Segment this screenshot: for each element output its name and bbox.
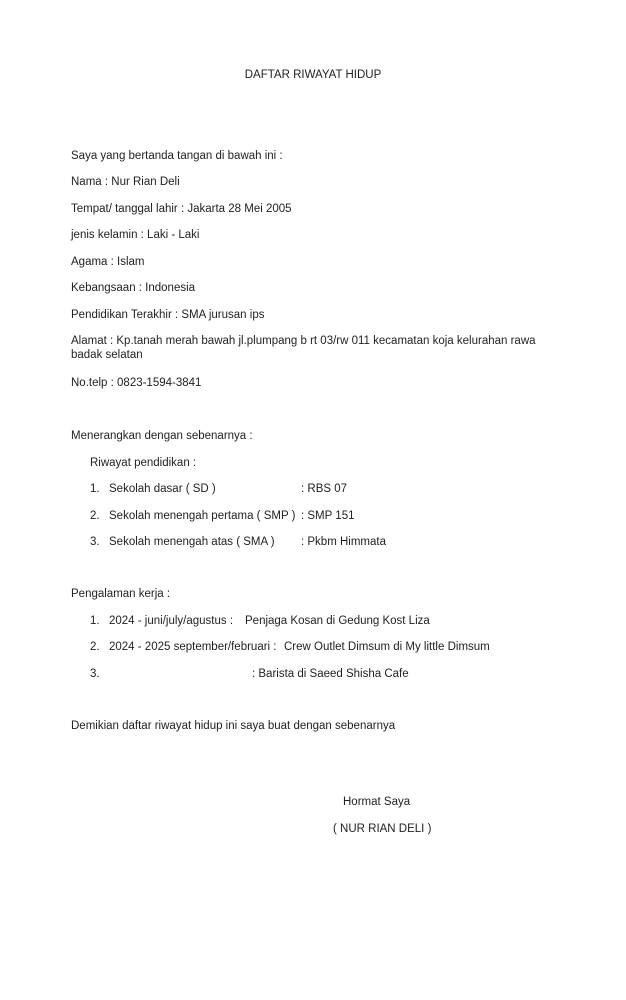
work-period: 2024 - juni/july/agustus : (109, 615, 234, 627)
signature-name: ( NUR RIAN DELI ) (333, 823, 432, 835)
intro-text: Saya yang bertanda tangan di bawah ini : (71, 150, 283, 162)
work-period: 2024 - 2025 september/februari : (109, 641, 277, 653)
field-nama: Nama : Nur Rian Deli (71, 176, 180, 188)
document-title: DAFTAR RIWAYAT HIDUP (244, 69, 382, 81)
signature-salutation: Hormat Saya (343, 796, 411, 808)
education-num: 3. (90, 536, 100, 548)
work-num: 2. (90, 641, 100, 653)
education-level: Sekolah menengah pertama ( SMP ) (109, 510, 296, 522)
field-ttl: Tempat/ tanggal lahir : Jakarta 28 Mei 2005 (71, 203, 292, 215)
work-job: Penjaga Kosan di Gedung Kost Liza (245, 615, 430, 627)
pengalaman-kerja-heading: Pengalaman kerja : (71, 588, 171, 600)
work-num: 1. (90, 615, 100, 627)
closing-text: Demikian daftar riwayat hidup ini saya buat dengan sebenarnya (71, 720, 396, 732)
education-num: 1. (90, 483, 100, 495)
work-job: Crew Outlet Dimsum di My little Dimsum (284, 641, 490, 653)
field-agama: Agama : Islam (71, 256, 145, 268)
education-level: Sekolah dasar ( SD ) (109, 483, 216, 495)
work-num: 3. (90, 668, 100, 680)
education-school: : RBS 07 (301, 483, 348, 495)
field-telp: No.telp : 0823-1594-3841 (71, 377, 202, 389)
education-level: Sekolah menengah atas ( SMA ) (109, 536, 275, 548)
field-pendidikan-terakhir: Pendidikan Terakhir : SMA jurusan ips (71, 309, 265, 321)
education-num: 2. (90, 510, 100, 522)
riwayat-pendidikan-heading: Riwayat pendidikan : (90, 457, 197, 469)
field-alamat: Alamat : Kp.tanah merah bawah jl.plumpang b rt 03/rw 011 kecamatan koja kelurahan rawa badak selatan (71, 335, 536, 361)
work-job: : Barista di Saeed Shisha Cafe (252, 668, 409, 680)
field-kebangsaan: Kebangsaan : Indonesia (71, 282, 196, 294)
field-jenis-kelamin: jenis kelamin : Laki - Laki (71, 229, 200, 241)
education-school: : SMP 151 (301, 510, 355, 522)
education-school: : Pkbm Himmata (301, 536, 386, 548)
menerangkan-text: Menerangkan dengan sebenarnya : (71, 430, 253, 442)
